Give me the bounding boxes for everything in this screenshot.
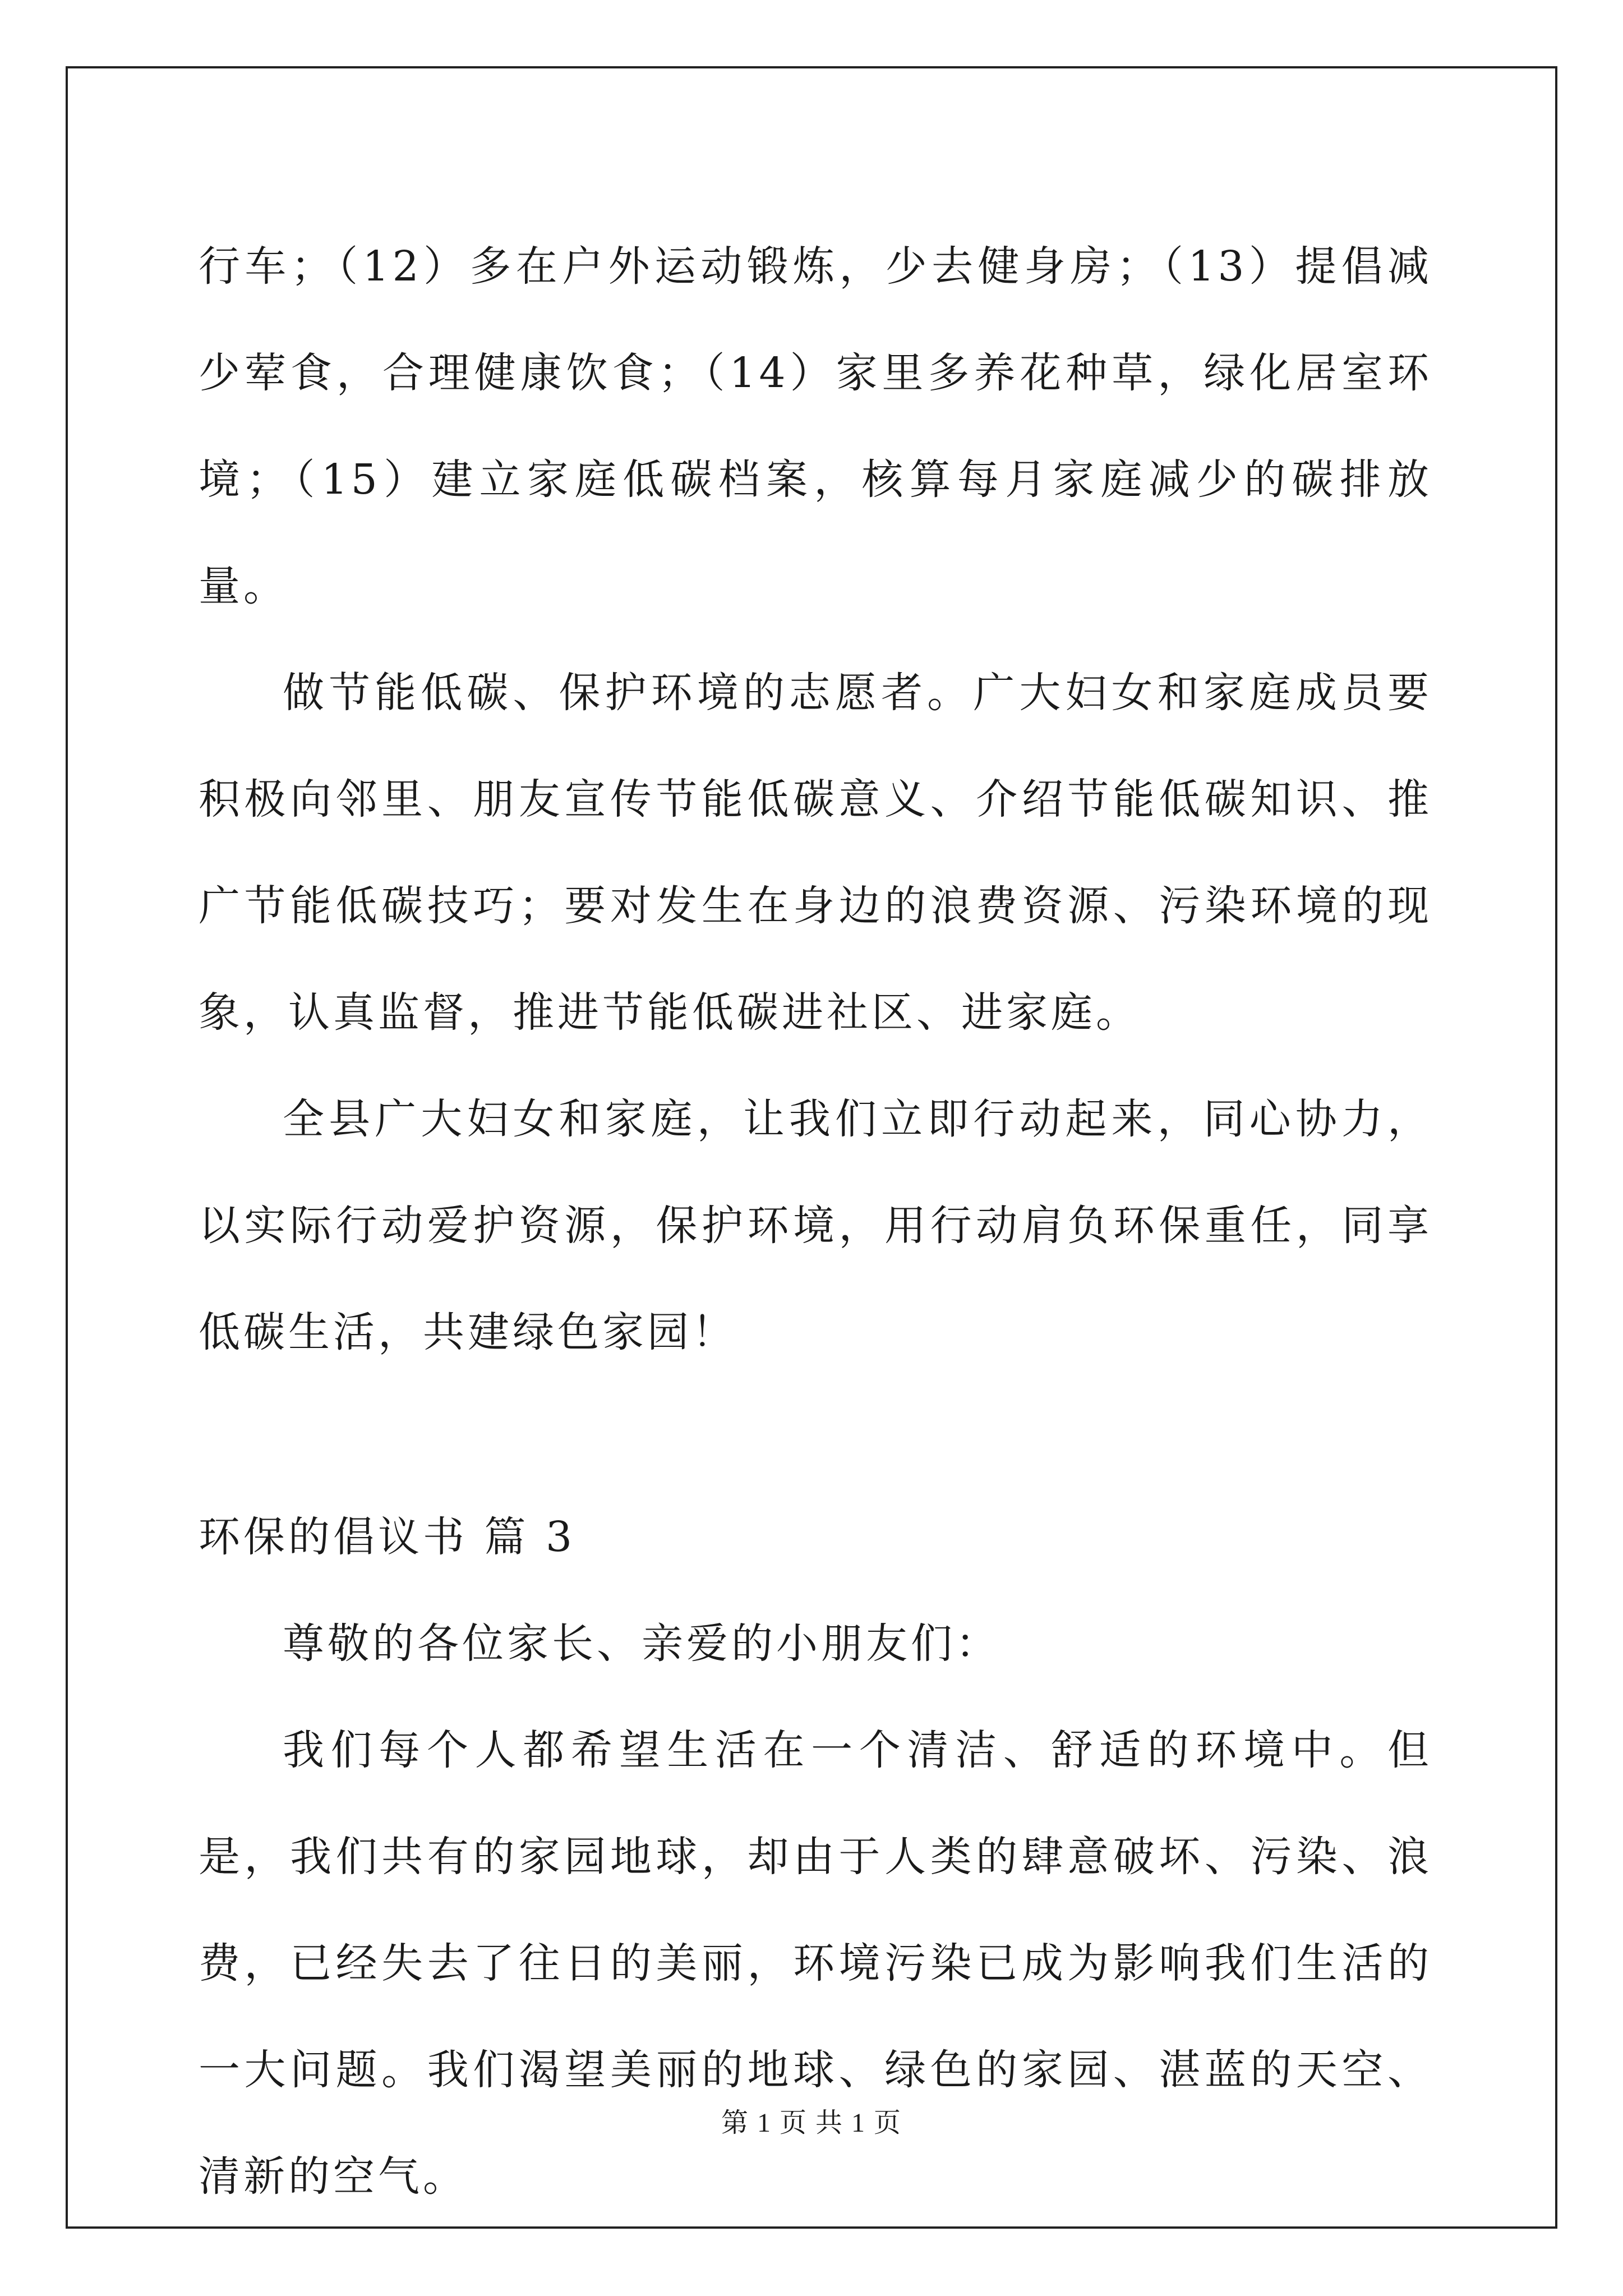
page-number-footer: 第 1 页 共 1 页 [721, 2108, 902, 2138]
salutation: 尊敬的各位家长、亲爱的小朋友们： [283, 1619, 1000, 1668]
paragraph: 行车；（12）多在户外运动锻炼，少去健身房；（13）提倡减少荤食，合理健康饮食；（14）家里多养花种草，绿化居室环境；（15）建立家庭低碳档案，核算每月家庭减少的碳排放量。 [199, 242, 1432, 610]
paragraph: 做节能低碳、保护环境的志愿者。广大妇女和家庭成员要积极向邻里、朋友宣传节能低碳意义、介绍节能低碳知识、推广节能低碳技巧；要对发生在身边的浪费资源、污染环境的现象，认真监督，推进节能低碳进社区、进家庭。 [199, 669, 1432, 1037]
document-body [199, 213, 1432, 2230]
paragraph: 全县广大妇女和家庭，让我们立即行动起来，同心协力，以实际行动爱护资源，保护环境，用行动肩负环保重任，同享低碳生活，共建绿色家园！ [199, 1095, 1432, 1356]
section-heading: 环保的倡议书 篇 3 [199, 1513, 576, 1561]
paragraph: 我们每个人都希望生活在一个清洁、舒适的环境中。但是，我们共有的家园地球，却由于人类的肆意破坏、污染、浪费，已经失去了往日的美丽，环境污染已成为影响我们生活的一大问题。我们渴望美丽的地球、绿色的家园、湛蓝的天空、清新的空气。 [199, 1726, 1432, 2201]
